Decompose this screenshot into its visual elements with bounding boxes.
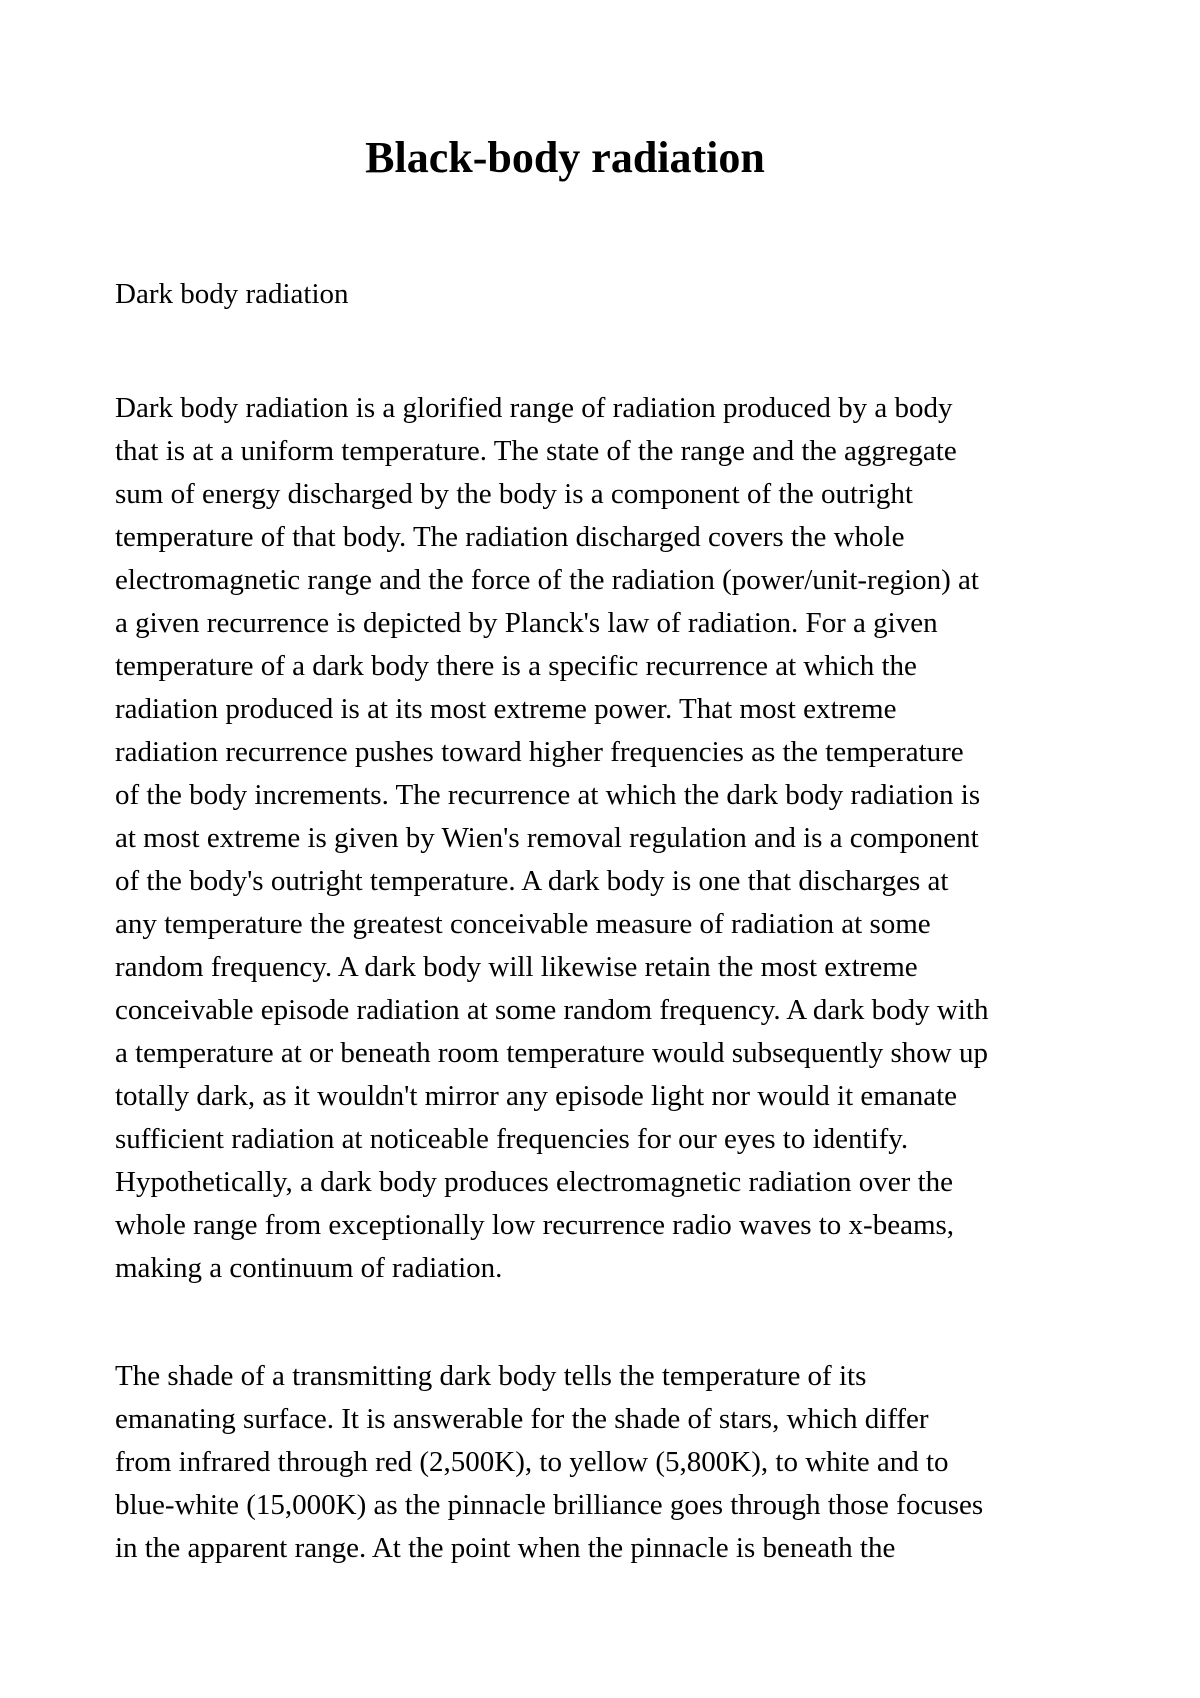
paragraph-line: that is at a uniform temperature. The state of the range and the aggregate xyxy=(115,435,957,467)
paragraph-line: in the apparent range. At the point when the pinnacle is beneath the xyxy=(115,1532,896,1564)
paragraph-line: temperature of that body. The radiation discharged covers the whole xyxy=(115,521,905,553)
paragraph-line: electromagnetic range and the force of the radiation (power/unit-region) at xyxy=(115,564,979,596)
paragraph-line: at most extreme is given by Wien's removal regulation and is a component xyxy=(115,822,979,854)
paragraph-line: from infrared through red (2,500K), to yellow (5,800K), to white and to xyxy=(115,1446,949,1478)
paragraph-line: blue-white (15,000K) as the pinnacle brilliance goes through those focuses xyxy=(115,1489,984,1521)
paragraph-line: totally dark, as it wouldn't mirror any episode light nor would it emanate xyxy=(115,1080,958,1112)
paragraph-line: sufficient radiation at noticeable frequencies for our eyes to identify. xyxy=(115,1123,909,1155)
paragraph-line: radiation produced is at its most extreme power. That most extreme xyxy=(115,693,897,725)
paragraph-line: temperature of a dark body there is a specific recurrence at which the xyxy=(115,650,917,682)
paragraph-line: The shade of a transmitting dark body tells the temperature of its xyxy=(115,1360,867,1392)
paragraph-line: conceivable episode radiation at some random frequency. A dark body with xyxy=(115,994,989,1026)
document-subtitle: Dark body radiation xyxy=(115,278,349,310)
paragraph-line: any temperature the greatest conceivable measure of radiation at some xyxy=(115,908,931,940)
paragraph-line: Dark body radiation is a glorified range of radiation produced by a body xyxy=(115,392,953,424)
paragraph-line: of the body's outright temperature. A dark body is one that discharges at xyxy=(115,865,949,897)
paragraph-line: emanating surface. It is answerable for the shade of stars, which differ xyxy=(115,1403,929,1435)
paragraph-line: of the body increments. The recurrence at which the dark body radiation is xyxy=(115,779,981,811)
paragraph-line: radiation recurrence pushes toward higher frequencies as the temperature xyxy=(115,736,964,768)
paragraph-line: a given recurrence is depicted by Planck's law of radiation. For a given xyxy=(115,607,938,639)
paragraph-line: sum of energy discharged by the body is a component of the outright xyxy=(115,478,913,510)
paragraph-2 xyxy=(115,1355,1115,1570)
paragraph-line: making a continuum of radiation. xyxy=(115,1252,503,1284)
paragraph-line: random frequency. A dark body will likewise retain the most extreme xyxy=(115,951,918,983)
document-title: Black-body radiation xyxy=(365,133,765,182)
paragraph-1 xyxy=(115,387,1115,1290)
paragraph-line: whole range from exceptionally low recurrence radio waves to x-beams, xyxy=(115,1209,955,1241)
paragraph-line: a temperature at or beneath room temperature would subsequently show up xyxy=(115,1037,988,1069)
paragraph-line: Hypothetically, a dark body produces electromagnetic radiation over the xyxy=(115,1166,953,1198)
